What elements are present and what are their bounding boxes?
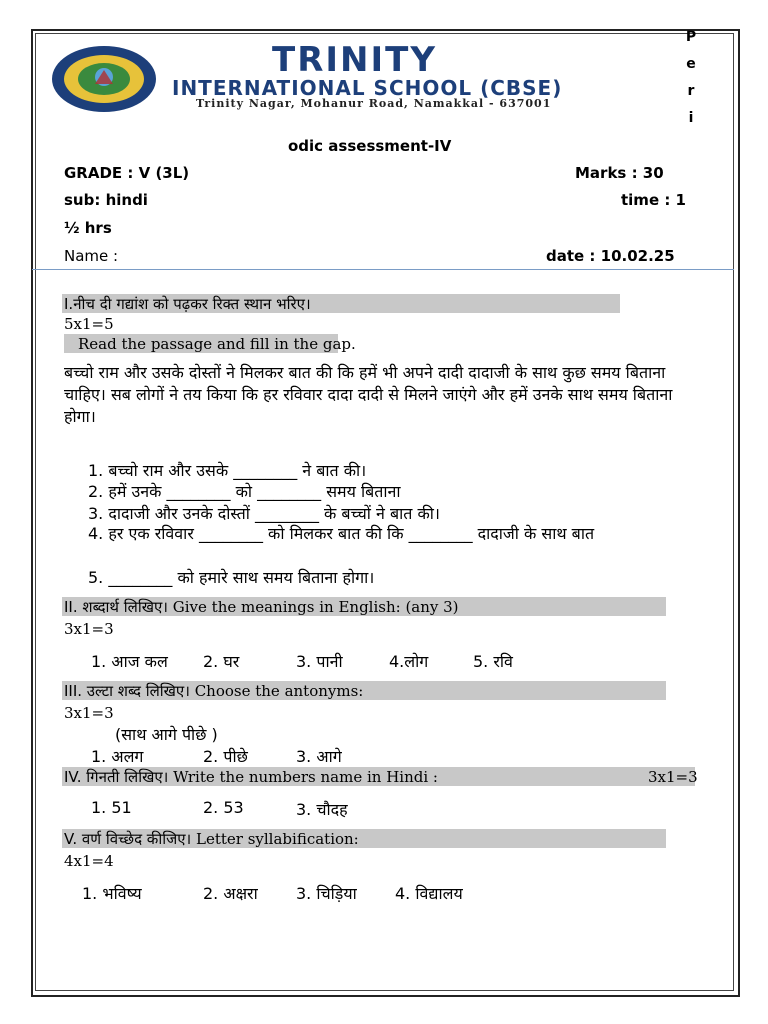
- q4-item: 2. 53: [203, 798, 244, 817]
- q3-item: 2. पीछे: [203, 747, 248, 766]
- q4-heading: [64, 767, 438, 787]
- q1-instruction: Read the passage and fill in the gap.: [78, 335, 356, 353]
- vertical-letter: e: [686, 56, 696, 72]
- q1-item-text: हर एक रविवार ________ को मिलकर बात की कि ________ दादाजी के साथ बात: [108, 524, 595, 543]
- q2-marks: 3x1=3: [64, 620, 114, 638]
- exam-title: odic assessment-IV: [288, 137, 452, 155]
- q1-heading: I.नीच दी गद्यांश को पढ़कर रिक्त स्थान भरिए।: [64, 295, 311, 313]
- q1-item: 1. बच्चो राम और उसके ________ ने बात की।: [88, 461, 367, 480]
- q2-item: 2. घर: [203, 652, 240, 671]
- vertical-letter: i: [688, 110, 694, 126]
- school-logo: [50, 44, 158, 114]
- q5-item: 1. भविष्य: [82, 884, 142, 903]
- q5-item: 2. अक्षरा: [203, 884, 258, 903]
- q3-marks: 3x1=3: [64, 704, 114, 722]
- q5-heading-english: Letter syllabification:: [196, 830, 359, 848]
- q2-item: 3. पानी: [296, 652, 343, 671]
- vertical-title-fragment: [684, 24, 698, 132]
- name-label: Name :: [64, 247, 119, 265]
- q3-options: (साथ आगे पीछे ): [115, 725, 218, 744]
- time-label: time : 1: [621, 191, 686, 209]
- school-address: Trinity Nagar, Mohanur Road, Namakkal - 637001: [196, 97, 552, 110]
- q1-item: 2. हमें उनके ________ को ________ समय बिताना: [88, 482, 401, 501]
- q3-item: 3. आगे: [296, 747, 342, 766]
- vertical-letter: P: [685, 29, 697, 45]
- q1-item-text: हमें उनके ________ को ________ समय बिताना: [108, 482, 401, 501]
- q4-item: 1. 51: [91, 798, 132, 817]
- q2-heading: [64, 597, 459, 617]
- q4-item: 3. चौदह: [296, 800, 348, 819]
- vertical-letter: r: [687, 83, 695, 99]
- q5-item: 4. विद्यालय: [395, 884, 463, 903]
- q4-heading-hindi: IV. गिनती लिखिए।: [64, 768, 169, 786]
- time-continued: ½ hrs: [64, 219, 112, 237]
- q2-heading-english: Give the meanings in English: (any 3): [172, 598, 459, 616]
- q1-item: 3. दादाजी और उनके दोस्तों ________ के बच्चों ने बात की।: [88, 504, 440, 523]
- q2-item: 4.लोग: [389, 652, 429, 671]
- q1-marks: 5x1=5: [64, 315, 114, 333]
- q3-heading-english: Choose the antonyms:: [194, 682, 364, 700]
- q1-item: 5. ________ को हमारे साथ समय बिताना होगा।: [88, 568, 375, 587]
- q1-passage: बच्चो राम और उसके दोस्तों ने मिलकर बात की कि हमें भी अपने दादी दादाजी के साथ कुछ समय बिताना चाहिए। सब लोगों ने तय किया कि हर रविवार दादा दादी से मिलने जाएंगे और हमें उनके साथ समय बिताना होगा।: [64, 363, 673, 426]
- school-name: TRINITY: [272, 40, 437, 80]
- header-divider: [32, 269, 734, 270]
- subject-label: sub: hindi: [64, 191, 148, 209]
- marks-label: Marks : 30: [575, 164, 664, 182]
- q2-heading-hindi: II. शब्दार्थ लिखिए।: [64, 598, 168, 616]
- q4-marks: 3x1=3: [648, 768, 698, 786]
- q5-marks: 4x1=4: [64, 852, 114, 870]
- q1-item-text: बच्चो राम और उसके ________ ने बात की।: [108, 461, 367, 480]
- date-label: date : 10.02.25: [546, 247, 675, 265]
- q5-heading-hindi: V. वर्ण विच्छेद कीजिए।: [64, 830, 192, 848]
- q1-item: 4. हर एक रविवार ________ को मिलकर बात की कि ________ दादाजी के साथ बात: [88, 524, 595, 543]
- q3-heading-hindi: III. उल्टा शब्द लिखिए।: [64, 682, 190, 700]
- q5-heading: [64, 829, 359, 849]
- q3-heading: [64, 681, 363, 701]
- q3-item: 1. अलग: [91, 747, 144, 766]
- q1-item-text: ________ को हमारे साथ समय बिताना होगा।: [108, 568, 375, 587]
- q2-item: 1. आज कल: [91, 652, 168, 671]
- school-subtitle: INTERNATIONAL SCHOOL (CBSE): [172, 76, 563, 100]
- q5-item: 3. चिड़िया: [296, 884, 357, 903]
- grade-label: GRADE : V (3L): [64, 164, 190, 182]
- q1-item-text: दादाजी और उनके दोस्तों ________ के बच्चों ने बात की।: [108, 504, 440, 523]
- q4-heading-english: Write the numbers name in Hindi :: [173, 768, 438, 786]
- q2-item: 5. रवि: [473, 652, 513, 671]
